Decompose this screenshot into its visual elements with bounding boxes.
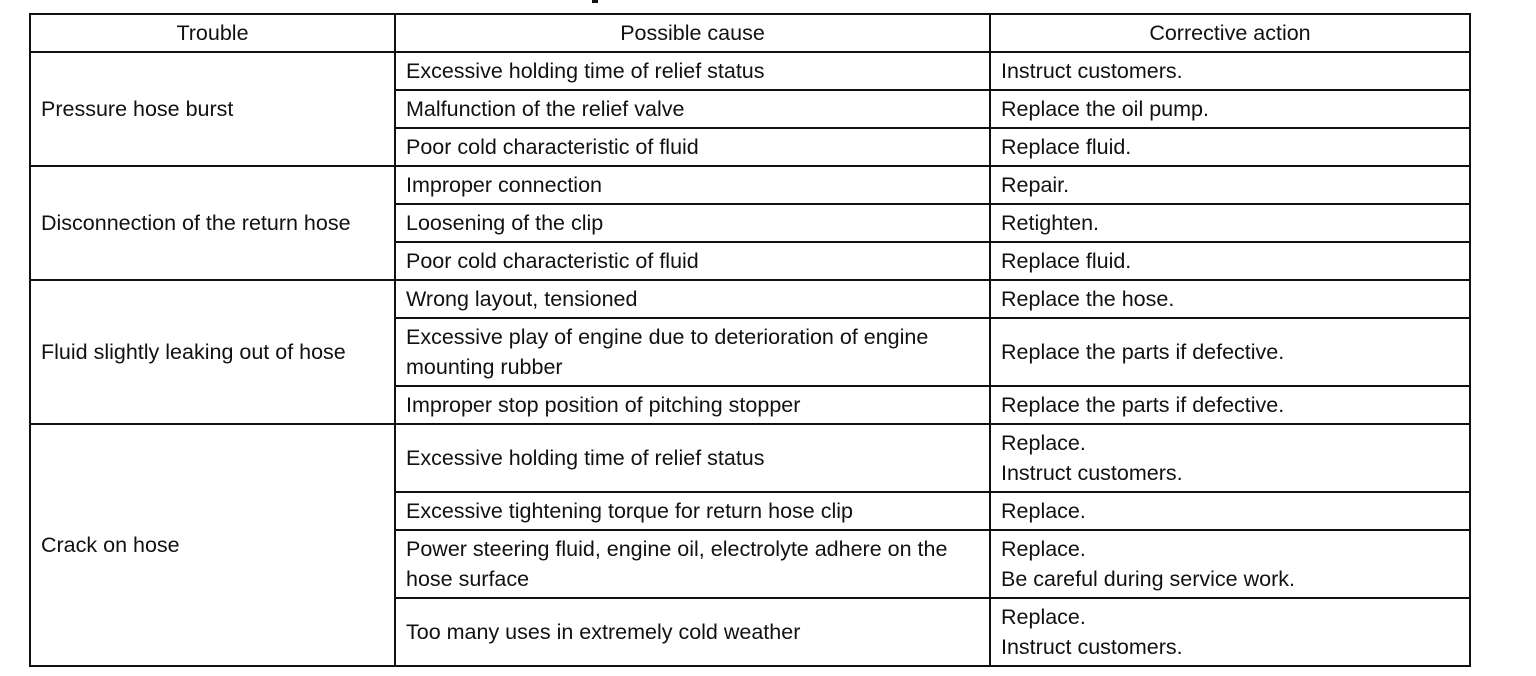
action-line: Replace.: [1001, 605, 1086, 629]
cause-cell: Wrong layout, tensioned: [395, 280, 990, 318]
cause-cell: Loosening of the clip: [395, 204, 990, 242]
action-cell: [990, 492, 1470, 530]
cause-cell: Poor cold characteristic of fluid: [395, 128, 990, 166]
header-corrective-action: Corrective action: [990, 14, 1470, 52]
action-line: Replace fluid.: [1001, 135, 1132, 159]
cause-cell: Improper stop position of pitching stopper: [395, 386, 990, 424]
cause-cell: Excessive tightening torque for return hose clip: [395, 492, 990, 530]
action-cell: [990, 318, 1470, 386]
troubleshooting-table: [29, 13, 1471, 667]
header-row: [30, 14, 1470, 52]
action-line: Instruct customers.: [1001, 59, 1183, 83]
action-line: Retighten.: [1001, 211, 1100, 235]
cause-cell: Poor cold characteristic of fluid: [395, 242, 990, 280]
table-row: [30, 166, 1470, 204]
action-cell: [990, 386, 1470, 424]
cause-cell: Too many uses in extremely cold weather: [395, 598, 990, 666]
action-line: Be careful during service work.: [1001, 567, 1295, 591]
cause-cell: Malfunction of the relief valve: [395, 90, 990, 128]
action-cell: [990, 530, 1470, 598]
action-line: Replace fluid.: [1001, 249, 1132, 273]
table-row: [30, 52, 1470, 90]
trouble-cell: Disconnection of the return hose: [30, 166, 395, 280]
action-cell: [990, 598, 1470, 666]
table-row: [30, 280, 1470, 318]
cause-cell: Excessive holding time of relief status: [395, 424, 990, 492]
header-trouble: Trouble: [30, 14, 395, 52]
action-cell: [990, 424, 1470, 492]
action-cell: [990, 52, 1470, 90]
action-line: Replace the parts if defective.: [1001, 393, 1285, 417]
action-line: Replace the hose.: [1001, 287, 1175, 311]
top-edge-mark: [592, 0, 598, 3]
action-cell: [990, 242, 1470, 280]
action-line: Instruct customers.: [1001, 635, 1183, 659]
action-line: Instruct customers.: [1001, 461, 1183, 485]
action-cell: [990, 90, 1470, 128]
action-line: Replace.: [1001, 537, 1086, 561]
action-line: Replace.: [1001, 499, 1086, 523]
table-row: [30, 424, 1470, 492]
action-line: Replace.: [1001, 431, 1086, 455]
trouble-cell: Crack on hose: [30, 424, 395, 666]
action-line: Replace the oil pump.: [1001, 97, 1209, 121]
action-cell: [990, 166, 1470, 204]
cause-cell: Excessive play of engine due to deterioration of engine mounting rubber: [395, 318, 990, 386]
cause-cell: Power steering fluid, engine oil, electrolyte adhere on the hose surface: [395, 530, 990, 598]
action-cell: [990, 204, 1470, 242]
action-line: Replace the parts if defective.: [1001, 340, 1285, 364]
header-possible-cause: Possible cause: [395, 14, 990, 52]
action-cell: [990, 280, 1470, 318]
action-cell: [990, 128, 1470, 166]
cause-cell: Improper connection: [395, 166, 990, 204]
trouble-cell: Fluid slightly leaking out of hose: [30, 280, 395, 424]
cause-cell: Excessive holding time of relief status: [395, 52, 990, 90]
trouble-cell: Pressure hose burst: [30, 52, 395, 166]
action-line: Repair.: [1001, 173, 1070, 197]
